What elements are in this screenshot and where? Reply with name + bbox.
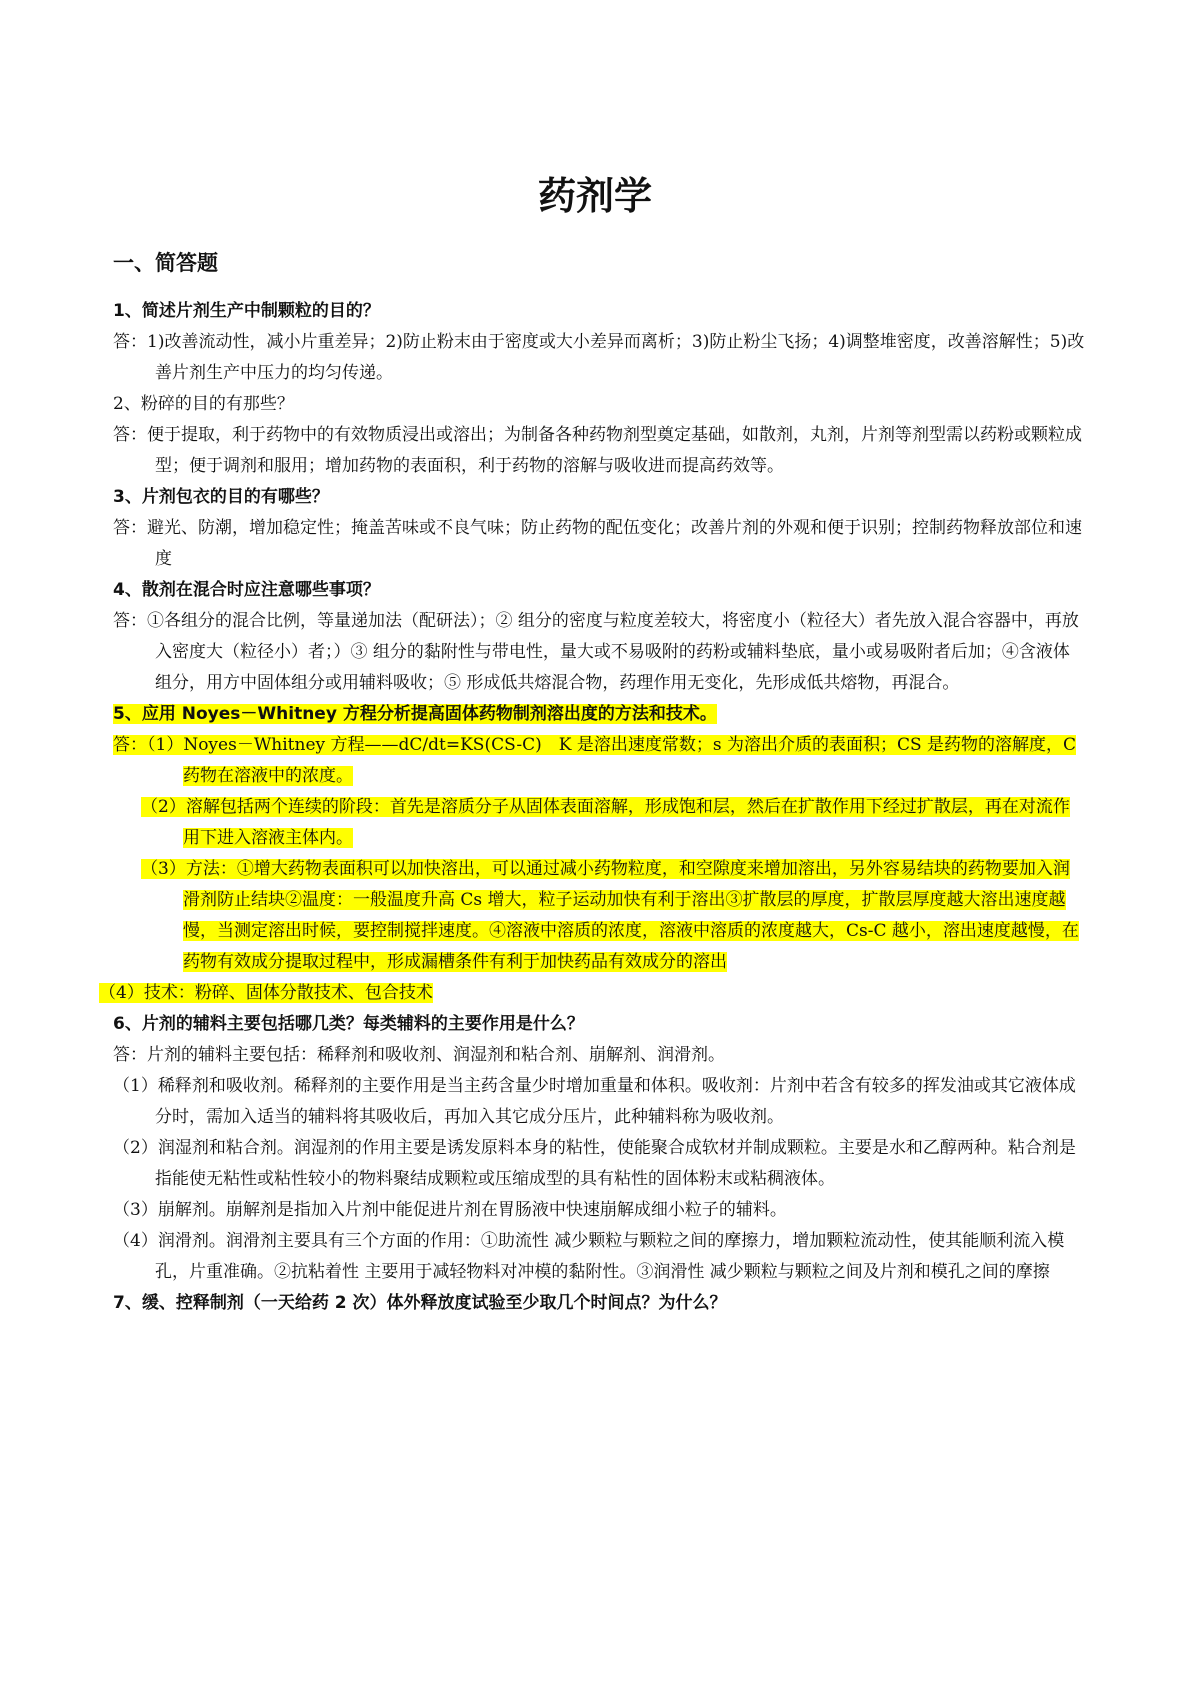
question-4: 4、散剂在混合时应注意哪些事项？: [113, 580, 380, 600]
answer-5-part-2-text: （2）溶解包括两个连续的阶段：首先是溶质分子从固体表面溶解，形成饱和层，然后在扩散作用下经过扩散层，再在对流作用下进入溶液主体内。: [141, 797, 1070, 848]
question-5-highlight: 5、应用 Noyes－Whitney 方程分析提高固体药物制剂溶出度的方法和技术。: [113, 704, 717, 724]
answer-6: 答：片剂的辅料主要包括：稀释剂和吸收剂、润湿剂和粘合剂、崩解剂、润滑剂。: [113, 1045, 725, 1065]
answer-2: 答：便于提取，利于药物中的有效物质浸出或溶出；为制备各种药物剂型奠定基础，如散剂，丸剂，片剂等剂型需以药粉或颗粒成型；便于调剂和服用；增加药物的表面积，利于药物的溶解与吸收进而提高药效等。: [113, 425, 1082, 476]
answer-5-part-4: [99, 978, 1085, 1009]
answer-6-item-1: （1）稀释剂和吸收剂。稀释剂的主要作用是当主药含量少时增加重量和体积。吸收剂：片剂中若含有较多的挥发油或其它液体成分时，需加入适当的辅料将其吸收后，再加入其它成分压片，此种辅料称为吸收剂。: [113, 1076, 1076, 1127]
answer-4: 答：①各组分的混合比例，等量递加法（配研法）；② 组分的密度与粒度差较大，将密度小（粒径大）者先放入混合容器中，再放入密度大（粒径小）者；）③ 组分的黏附性与带电性，量大或不易吸附的药粉或辅料垫底，量小或易吸附者后加；④含液体组分，用方中固体组分或用辅料吸收；⑤ 形成低共熔混合物，药理作用无变化，先形成低共熔物，再混合。: [113, 611, 1079, 693]
answer-6-item-4: （4）润滑剂。润滑剂主要具有三个方面的作用：①助流性 减少颗粒与颗粒之间的摩擦力，增加颗粒流动性，使其能顺利流入模孔，片重准确。②抗粘着性 主要用于减轻物料对冲模的黏附性。③润滑性 减少颗粒与颗粒之间及片剂和模孔之间的摩擦: [113, 1231, 1065, 1282]
answer-5-part-3-text: （3）方法：①增大药物表面积可以加快溶出，可以通过减小药物粒度，和空隙度来增加溶出，另外容易结块的药物要加入润滑剂防止结块②温度：一般温度升高 Cs 增大，粒子运动加快有利于溶出③扩散层的厚度，扩散层厚度越大溶出速度越慢，当测定溶出时候，要控制搅拌速度。④溶液中溶质的浓度，溶液中溶质的浓度越大，Cs-C 越小，溶出速度越慢，在药物有效成分提取过程中，形成漏槽条件有利于加快药品有效成分的溶出: [141, 859, 1079, 972]
answer-1: 答：1)改善流动性，减小片重差异；2)防止粉末由于密度或大小差异而离析；3)防止粉尘飞扬；4)调整堆密度，改善溶解性；5)改善片剂生产中压力的均匀传递。: [113, 332, 1085, 383]
answer-5-part-3: [113, 854, 1085, 978]
answer-5-part-1: [113, 730, 1085, 792]
question-2: 2、粉碎的目的有那些？: [113, 394, 294, 414]
question-1: 1、简述片剂生产中制颗粒的目的？: [113, 301, 380, 321]
question-7: 7、缓、控释制剂（一天给药 2 次）体外释放度试验至少取几个时间点？为什么？: [113, 1293, 727, 1313]
document-title: 药剂学: [537, 174, 652, 218]
section-heading: 一、简答题: [113, 251, 218, 275]
question-3: 3、片剂包衣的目的有哪些？: [113, 487, 329, 507]
answer-6-item-3: （3）崩解剂。崩解剂是指加入片剂中能促进片剂在胃肠液中快速崩解成细小粒子的辅料。: [113, 1200, 787, 1220]
question-5: [113, 699, 1085, 730]
answer-5-part-1-text: 答：（1）Noyes－Whitney 方程——dC/dt=KS(CS-C) K 是溶出速度常数；s 为溶出介质的表面积；CS 是药物的溶解度，C 药物在溶液中的浓度。: [113, 735, 1077, 786]
answer-6-item-2: （2）润湿剂和粘合剂。润湿剂的作用主要是诱发原料本身的粘性，使能聚合成软材并制成颗粒。主要是水和乙醇两种。粘合剂是指能使无粘性或粘性较小的物料聚结成颗粒或压缩成型的具有粘性的固体粉末或粘稠液体。: [113, 1138, 1076, 1189]
question-6: 6、片剂的辅料主要包括哪几类？每类辅料的主要作用是什么？: [113, 1014, 584, 1034]
answer-5-part-2: [113, 792, 1085, 854]
answer-3: 答：避光、防潮，增加稳定性；掩盖苦味或不良气味；防止药物的配伍变化；改善片剂的外观和便于识别；控制药物释放部位和速度: [113, 518, 1082, 569]
answer-5-part-4-text: （4）技术：粉碎、固体分散技术、包合技术: [99, 983, 433, 1003]
document-content: [99, 296, 1085, 1319]
